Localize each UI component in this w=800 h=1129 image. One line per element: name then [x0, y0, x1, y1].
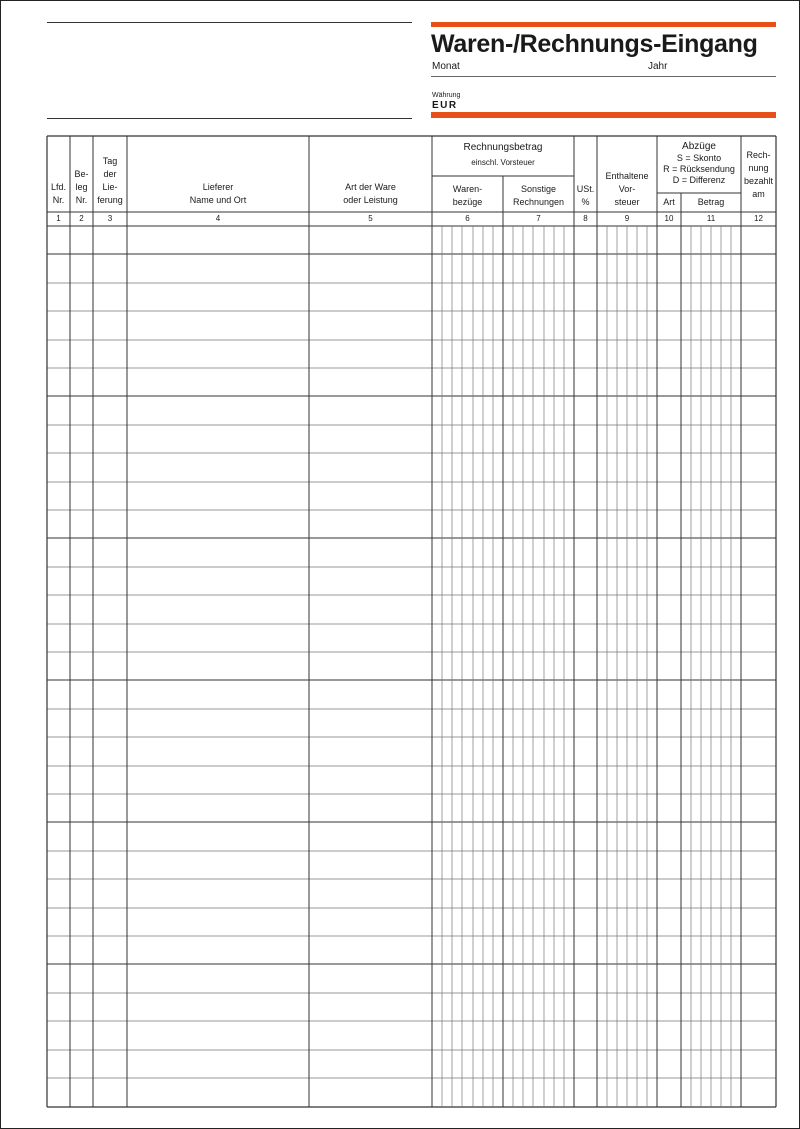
column-number: 10: [664, 214, 674, 223]
col-header-warenbezuege: Waren- bezüge: [452, 184, 483, 207]
col-header-betrag: Betrag: [697, 197, 725, 207]
column-number: 11: [706, 214, 716, 223]
month-label: Monat: [432, 61, 460, 72]
group-header-abzuege: Abzüge: [682, 141, 716, 152]
column-number: 3: [107, 214, 113, 223]
col-header-art-der-ware: Art der Ware oder Leistung: [343, 182, 398, 205]
col-header-lfd-nr: Lfd. Nr.: [50, 182, 66, 205]
currency-value: EUR: [432, 100, 458, 111]
column-number: 9: [624, 214, 630, 223]
group-subheader-vorsteuer: einschl. Vorsteuer: [471, 158, 535, 167]
column-number: 12: [754, 214, 763, 223]
column-number: 8: [583, 214, 588, 223]
column-number: 6: [465, 214, 470, 223]
column-number: 4: [215, 214, 221, 223]
currency-caption: Währung: [432, 92, 461, 99]
year-label: Jahr: [648, 61, 668, 72]
col-header-lieferer: Lieferer Name und Ort: [189, 182, 247, 205]
group-header-rechnungsbetrag: Rechnungsbetrag: [463, 142, 543, 153]
form-title: Waren-/Rechnungs-Eingang: [431, 30, 758, 58]
group-subheader-abzuege-codes: S = Skonto R = Rücksendung D = Differenz: [663, 153, 735, 185]
col-header-tag-lieferung: Tag der Lie- ferung: [97, 156, 123, 205]
column-number: 2: [79, 214, 84, 223]
col-header-bezahlt-am: Rech- nung bezahlt am: [743, 150, 774, 199]
column-number: 7: [536, 214, 541, 223]
col-header-vorsteuer: Enthaltene Vor- steuer: [605, 171, 649, 207]
column-number: 1: [56, 214, 61, 223]
col-header-beleg-nr: Be- leg Nr.: [74, 169, 89, 205]
col-header-ust: USt. %: [576, 184, 595, 207]
column-number: 5: [368, 214, 373, 223]
col-header-sonstige-rechnungen: Sonstige Rechnungen: [512, 184, 565, 207]
col-header-art: Art: [663, 197, 675, 207]
